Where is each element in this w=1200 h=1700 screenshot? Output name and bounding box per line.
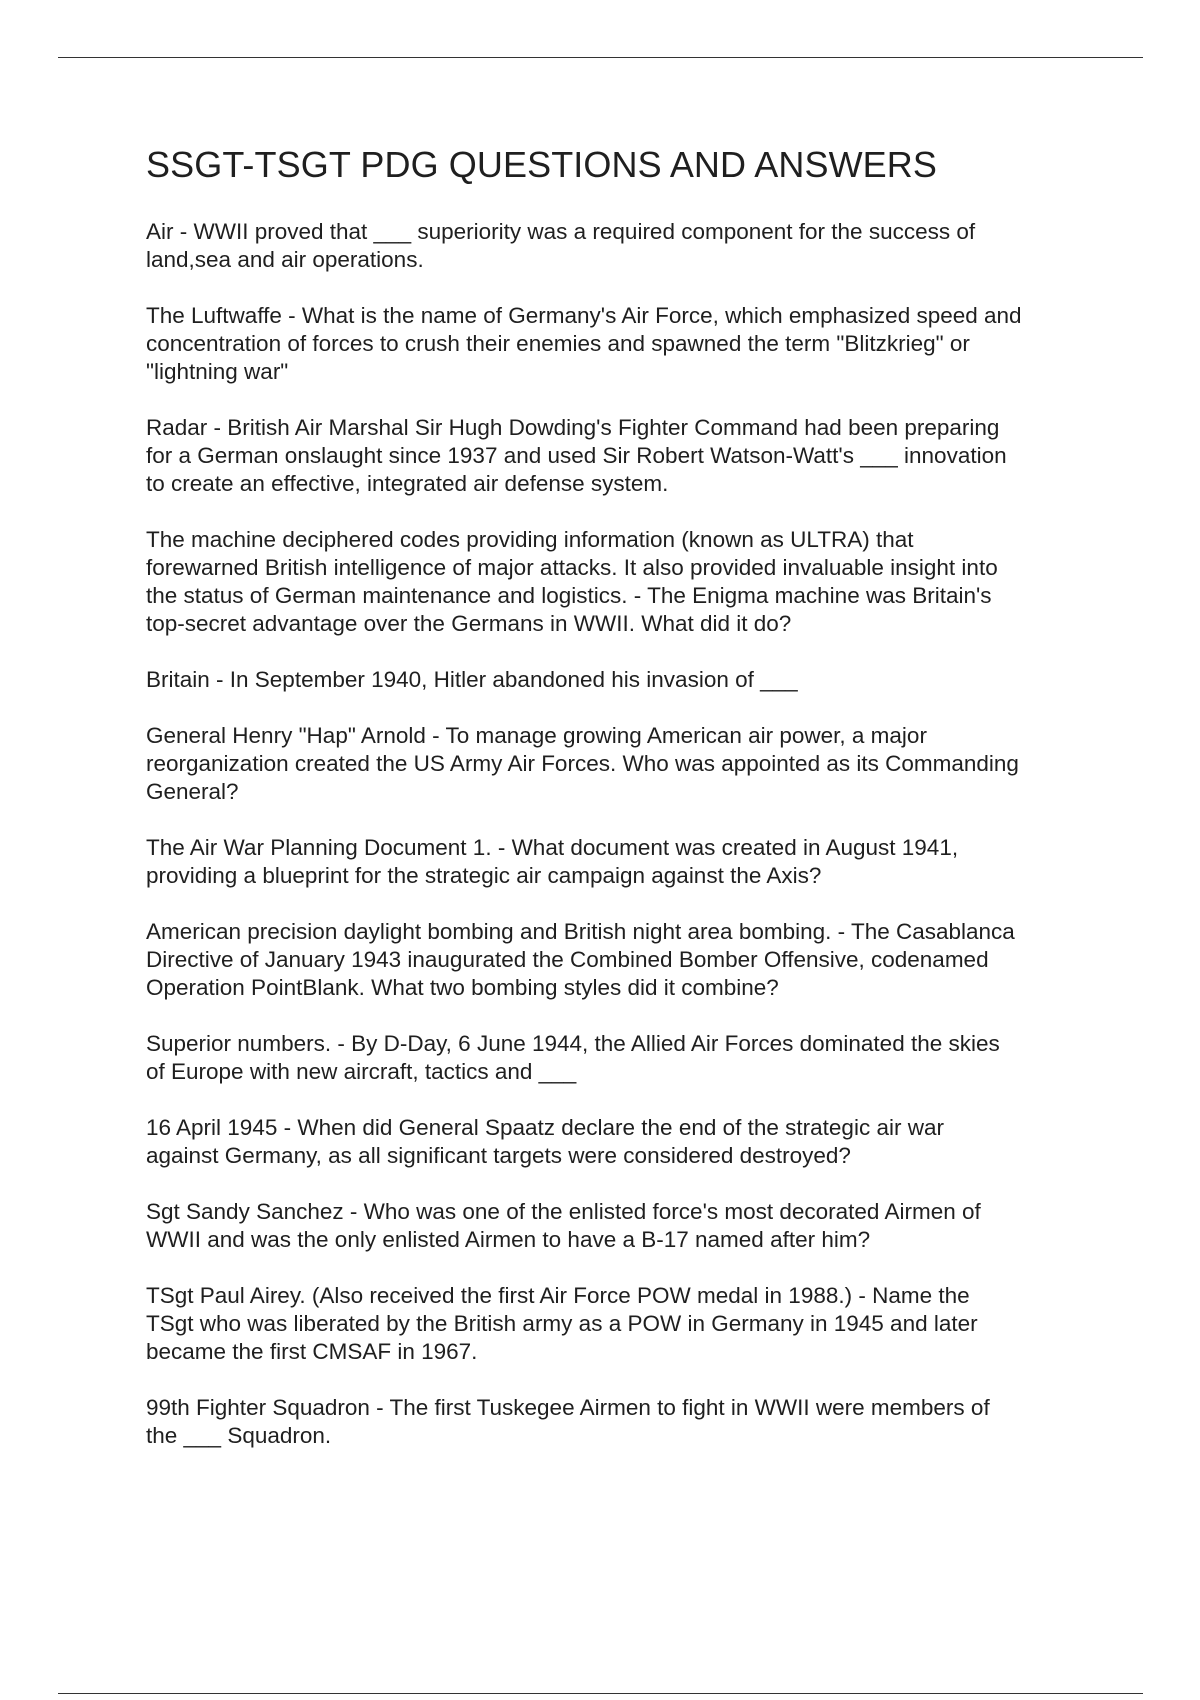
qa-entry: The machine deciphered codes providing information (known as ULTRA) that forewarned British intelligence of major attacks. It also provided invaluable insight into the status of German maintenance and logistics. - The Enigma machine was Britain's top-secret advantage over the Germans in WWII. What did it do?: [146, 527, 998, 636]
qa-entry: TSgt Paul Airey. (Also received the first Air Force POW medal in 1988.) - Name the TSgt who was liberated by the British army as a POW in Germany in 1945 and later became the first CMSAF in 1967.: [146, 1283, 978, 1364]
document-body: [146, 143, 1096, 1478]
qa-entry: American precision daylight bombing and British night area bombing. - The Casablanca Directive of January 1943 inaugurated the Combined Bomber Offensive, codenamed Operation PointBlank. What two bombing styles did it combine?: [146, 919, 1015, 1000]
top-divider: [58, 57, 1143, 58]
qa-entry: The Air War Planning Document 1. - What document was created in August 1941, providing a blueprint for the strategic air campaign against the Axis?: [146, 835, 959, 888]
document-title: SSGT-TSGT PDG QUESTIONS AND ANSWERS: [146, 144, 937, 185]
qa-entry: Radar - British Air Marshal Sir Hugh Dowding's Fighter Command had been preparing for a German onslaught since 1937 and used Sir Robert Watson-Watt's ___ innovation to create an effective, integrated air defense system.: [146, 415, 1007, 496]
bottom-divider: [58, 1693, 1143, 1694]
qa-entry: Superior numbers. - By D-Day, 6 June 1944, the Allied Air Forces dominated the skies of Europe with new aircraft, tactics and ___: [146, 1031, 1000, 1084]
qa-entry: 16 April 1945 - When did General Spaatz declare the end of the strategic air war against Germany, as all significant targets were considered destroyed?: [146, 1115, 944, 1168]
qa-entry: Britain - In September 1940, Hitler abandoned his invasion of ___: [146, 667, 798, 692]
qa-entry: General Henry "Hap" Arnold - To manage growing American air power, a major reorganization created the US Army Air Forces. Who was appointed as its Commanding General?: [146, 723, 1019, 804]
qa-entry: 99th Fighter Squadron - The first Tuskegee Airmen to fight in WWII were members of the ___ Squadron.: [146, 1395, 990, 1448]
qa-entry: Sgt Sandy Sanchez - Who was one of the enlisted force's most decorated Airmen of WWII and was the only enlisted Airmen to have a B-17 named after him?: [146, 1199, 981, 1252]
qa-entry: The Luftwaffe - What is the name of Germany's Air Force, which emphasized speed and concentration of forces to crush their enemies and spawned the term "Blitzkrieg" or "lightning war": [146, 303, 1022, 384]
qa-entry: Air - WWII proved that ___ superiority was a required component for the success of land,sea and air operations.: [146, 219, 976, 272]
